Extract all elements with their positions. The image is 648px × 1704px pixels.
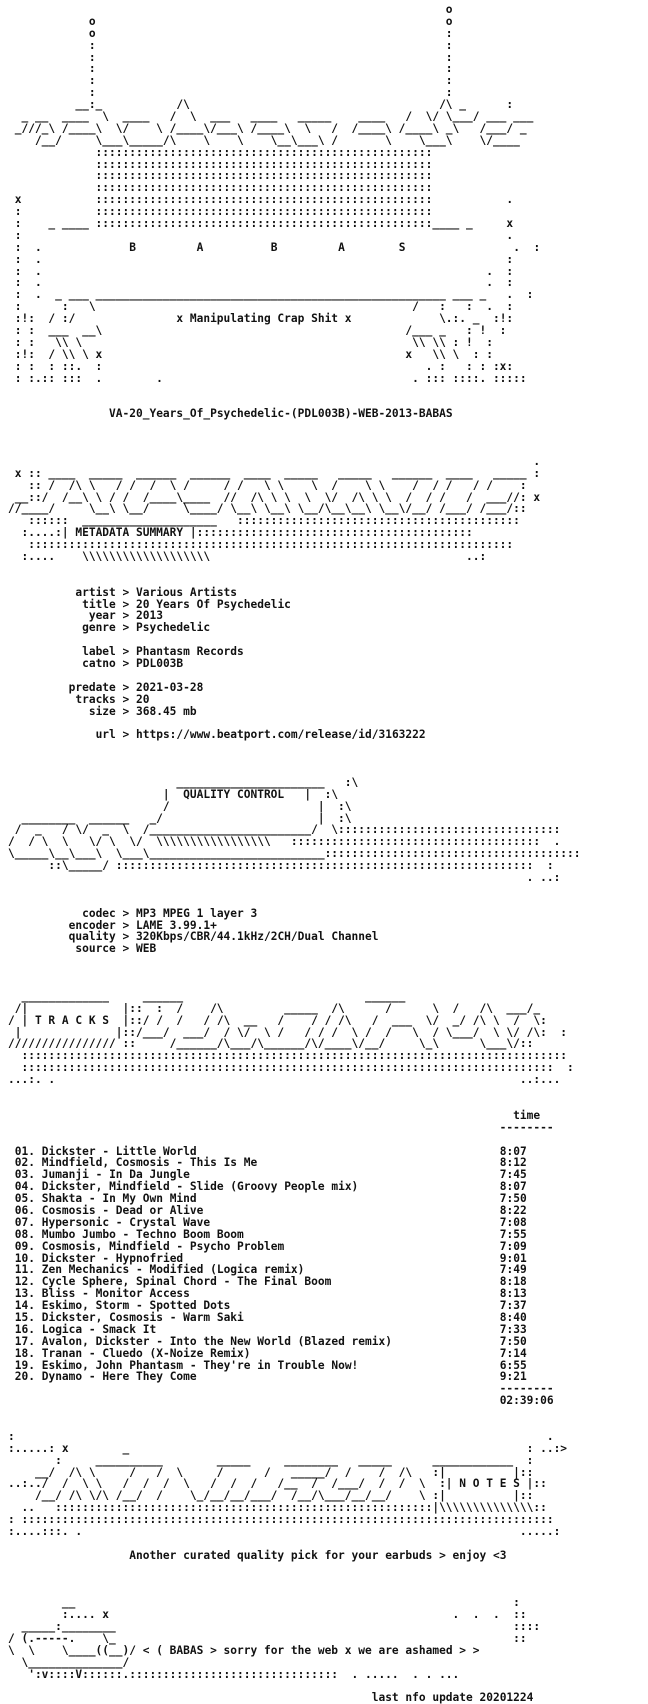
nfo-line: :.... \\\\\\\\\\\\\\\\\\\ ..: [8, 549, 487, 563]
nfo-line [8, 1395, 581, 1407]
kv-row: genre > Psychedelic [82, 621, 211, 635]
track-number: 17. [14, 1334, 35, 1348]
track-time: 9:21 [499, 1370, 527, 1384]
release-name: VA-20_Years_Of_Psychedelic-(PDL003B)-WEB-2013-BABAS [109, 407, 453, 421]
track-number: 01. [14, 1144, 35, 1158]
kv-row: catno > PDL003B [82, 656, 184, 670]
section-title-tracks: T R A C K S [34, 1013, 110, 1027]
kv-row: encoder > LAME 3.99.1+ [68, 918, 217, 932]
footer-message: < ( BABAS > sorry for the web x we are ashamed > > [142, 1643, 480, 1657]
nfo-line: _____:________ :::: [8, 1620, 541, 1634]
kv-value: 20 Years Of Psychedelic [136, 597, 291, 611]
nfo-line: :::::::::::::::::::::::::::::::::::::::::::::::::: [8, 157, 433, 171]
kv-key: predate [68, 680, 116, 694]
blank-line [8, 1562, 581, 1574]
nfo-line: ::::::::::::::::::::::::::::::::::::::::::::::::::::::::::::::::::::::::::::::::: [8, 1049, 568, 1063]
track-number: 16. [14, 1322, 35, 1336]
nfo-line: ..:../ / \ \ / / / \ / / / /__ / /___/ / / \ :| N O T E S |:: [8, 1477, 547, 1491]
blank-line [8, 1086, 581, 1098]
nfo-line: -------- [8, 1120, 554, 1134]
section-title-metadata: METADATA SUMMARY [75, 526, 184, 540]
nfo-line: .. ::::::::::::::::::::::::::::::::::::::::::::::::::::::::|\\\\\\\\\\\\\\:: [8, 1501, 547, 1515]
kv-key: tracks [75, 692, 116, 706]
notes-text: Another curated quality pick for your earbuds > enjoy <3 [129, 1548, 507, 1562]
nfo-line [8, 1110, 581, 1122]
kv-value: 20 [136, 692, 150, 706]
nfo-line: : : [8, 74, 453, 88]
section-title-notes: N O T E S [459, 1477, 520, 1491]
nfo-line: . ..: [8, 871, 561, 885]
track-time: 7:49 [499, 1263, 527, 1277]
track-time: 8:40 [499, 1310, 527, 1324]
track-number: 20. [14, 1370, 35, 1384]
kv-row: source > WEB [75, 942, 157, 956]
kv-value: 2021-03-28 [136, 680, 204, 694]
motto: x Manipulating Crap Shit x [176, 312, 352, 326]
track-time: 7:14 [499, 1346, 527, 1360]
track-name: Cycle Sphere, Spinal Chord - The Final Boom [41, 1275, 332, 1289]
track-name: Eskimo, Storm - Spotted Dots [41, 1299, 231, 1313]
track-name: Cosmosis, Mindfield - Psycho Problem [41, 1239, 285, 1253]
blank-line [8, 967, 581, 979]
track-number: 09. [14, 1239, 35, 1253]
blank-line [8, 753, 581, 765]
track-name: Logica - Smack It [41, 1322, 157, 1336]
nfo-line: ':v::::V::::::.::::::::::::::::::::::::::::::: . ..... . . ... [8, 1667, 460, 1681]
track-name: Bliss - Monitor Access [41, 1287, 190, 1301]
blank-line [8, 1574, 581, 1586]
nfo-line: : : [8, 50, 453, 64]
nfo-line: : : ___ __\ /___ _ : ! : [8, 324, 507, 338]
nfo-line: -------- [8, 1382, 554, 1396]
kv-row: label > Phantasm Records [82, 645, 244, 659]
track-time: 8:12 [499, 1156, 527, 1170]
track-time: 7:08 [499, 1215, 527, 1229]
track-name: Dynamo - Here They Come [41, 1370, 197, 1384]
nfo-line: ...:. . ..:... [8, 1073, 561, 1087]
header-letter: S [398, 240, 406, 254]
track-number: 07. [14, 1215, 35, 1229]
kv-row: year > 2013 [88, 609, 163, 623]
track-name: Cosmosis - Dead or Alive [41, 1203, 204, 1217]
blank-line [8, 432, 581, 444]
kv-value: LAME 3.99.1+ [136, 918, 217, 932]
blank-line [8, 420, 581, 432]
kv-value: WEB [136, 942, 157, 956]
section-title-quality: QUALITY CONTROL [183, 787, 285, 801]
nfo-line: o [8, 3, 453, 16]
kv-value: Various Artists [136, 585, 238, 599]
nfo-line: o : [8, 26, 453, 40]
nfo-line: / (.-----. \_ :: [8, 1632, 527, 1646]
nfo-line: :::::::::::::::::::::::::::::::::::::::::::::::::: [8, 145, 433, 159]
header-letter: A [338, 240, 345, 254]
nfo-line: : : \\ \ \\ \\ : ! : [8, 335, 493, 349]
nfo-line: __:_ /\ /\ _ : [8, 98, 514, 112]
nfo-line: x :: ____ _____ ______ ______ ____ _____ _____ ______ ____ _____ : [8, 466, 541, 480]
nfo-line: / | T R A C K S |::/ / / / /\ __ / / / /\ / ___ \/ _/ /\ \ / \: [8, 1013, 547, 1027]
kv-key: title [82, 597, 116, 611]
track-name: Hypersonic - Crystal Wave [41, 1215, 211, 1229]
nfo-line: \ \ \____((__)/ < ( BABAS > sorry for the web x we are ashamed > > [8, 1643, 480, 1657]
nfo-line: :::::::::::::::::::::::::::::::::::::::::::::::::: [8, 181, 433, 195]
track-name: Shakta - In My Own Mind [41, 1192, 197, 1206]
nfo-line: _____________ ______ ______ [8, 989, 406, 1003]
nfo-line: : _ ____ ::::::::::::::::::::::::::::::::::::::::::::::::::____ _ x [8, 217, 514, 231]
nfo-line: \______________/ [8, 1655, 130, 1669]
kv-value: Psychedelic [136, 621, 211, 635]
nfo-line: ________ ______ _/ | :\ [8, 811, 352, 825]
nfo-line: o o [8, 14, 453, 28]
track-name: Dickster - Hypnofried [41, 1251, 184, 1265]
nfo-line: :: / /\ \ / / / \ / / / \ \ \ / \ \ / / / / / : [8, 478, 527, 492]
nfo-line: __::/ /__\ \ / / /____\____ // /\ \ \ \ \/ /\ \ \ / / / / ___//: x [8, 490, 541, 504]
track-time: 8:18 [499, 1275, 527, 1289]
nfo-line: __ : [8, 1596, 520, 1610]
nfo-line: \_____\__\___\ \___\__________________________:::::::::::::::::::::::::::::::::::::: [8, 847, 581, 861]
nfo-line: | QUALITY CONTROL | :\ [8, 787, 339, 801]
nfo-line: : : \ / : : . : [8, 300, 514, 314]
nfo-line: :::::::::::::::::::::::::::::::::::::::::::::::::: [8, 169, 433, 183]
nfo-line: : :.:: ::: . . . ::: ::::. ::::: [8, 371, 527, 385]
kv-key: year [88, 609, 116, 623]
nfo-line: /__/ /\ \/\ /__/ / \_/__/__/___/ /__/\___/__/__/ \ :| |:: [8, 1489, 534, 1503]
blank-line [8, 741, 581, 753]
kv-value: 320Kbps/CBR/44.1kHz/2CH/Dual Channel [136, 930, 379, 944]
nfo-line: :.... x . . . :: [8, 1608, 527, 1622]
nfo-document [0, 4, 581, 1704]
track-time: 8:07 [499, 1144, 527, 1158]
nfo-line: _ __ ____ \ ____ / \ ___ ____ _____ ____ / \/ \___/ ___ ___ [8, 110, 534, 124]
track-name: Tranan - Cluedo (X-Noize Remix) [41, 1346, 251, 1360]
nfo-line: x :::::::::::::::::::::::::::::::::::::::::::::::::: . [8, 193, 514, 207]
nfo-line: . [8, 454, 541, 468]
nfo-line: : : [8, 62, 453, 76]
kv-key: source [75, 942, 116, 956]
last-update: last nfo update 20201224 [371, 1691, 534, 1704]
nfo-line: :.....: x _ : ..:> [8, 1441, 568, 1455]
kv-key: genre [82, 621, 116, 635]
track-time: 8:07 [499, 1180, 527, 1194]
nfo-line: : __________ _____ ________ _____ ____________ : [8, 1453, 534, 1467]
track-name: Dickster, Cosmosis - Warm Saki [41, 1310, 244, 1324]
track-time: 7:50 [499, 1192, 527, 1206]
track-time: 7:55 [499, 1227, 527, 1241]
track-time: 7:09 [499, 1239, 527, 1253]
track-name: Eskimo, John Phantasm - They're in Trouble Now! [41, 1358, 359, 1372]
nfo-line: ::\_____/ :::::::::::::::::::::::::::::::::::::::::::::::::::::::::::::: : [8, 859, 554, 873]
kv-value: Phantasm Records [136, 645, 244, 659]
tracks-time-header: time [513, 1108, 541, 1122]
track-time: 7:37 [499, 1299, 527, 1313]
kv-key: url [95, 728, 116, 742]
track-time: 8:13 [499, 1287, 527, 1301]
track-time: 7:50 [499, 1334, 527, 1348]
header-letter: A [196, 240, 204, 254]
nfo-line: : :::::::::::::::::::::::::::::::::::::::::::::::::: [8, 205, 433, 219]
blank-line [8, 385, 581, 397]
nfo-line: :!: / \\ \ x x \\ \ : : [8, 347, 493, 361]
kv-value: PDL003B [136, 656, 184, 670]
nfo-line: ::::::::::::::::::::::::::::::::::::::::::::::::::::::::::::::::::::::::::::::: : [8, 1061, 574, 1075]
nfo-line: //////////////// :: /______/\___/\______/\/____\/__/ \_\ \___\/:: [8, 1037, 534, 1051]
kv-value: MP3 MPEG 1 layer 3 [136, 906, 258, 920]
nfo-line: | |::/___/ ___/ / \/ \ / / / / \ / / \ / \___/ \ \/ /\: : [8, 1025, 568, 1039]
track-time: 6:55 [499, 1358, 527, 1372]
track-time: 8:22 [499, 1203, 527, 1217]
kv-row: size > 368.45 mb [88, 704, 197, 718]
nfo-line: :!: / :/ x Manipulating Crap Shit x \.:. _ :!: [8, 312, 514, 326]
track-name: Dickster - Little World [41, 1144, 197, 1158]
nfo-line: : . B A B A S . : [8, 240, 541, 254]
track-number: 14. [14, 1299, 35, 1313]
track-number: 18. [14, 1346, 35, 1360]
kv-key: codec [82, 906, 116, 920]
track-number: 10. [14, 1251, 35, 1265]
track-time: 9:01 [499, 1251, 527, 1265]
kv-row: codec > MP3 MPEG 1 layer 3 [82, 906, 258, 920]
nfo-line [8, 408, 581, 420]
track-name: Avalon, Dickster - Into the New World (Blazed remix) [41, 1334, 392, 1348]
track-number: 19. [14, 1358, 35, 1372]
kv-row: artist > Various Artists [75, 585, 238, 599]
track-number: 04. [14, 1180, 35, 1194]
nfo-line: / _ / \/ _ \ /________________________/ \::::::::::::::::::::::::::::::::: [8, 823, 561, 837]
kv-key: size [88, 704, 116, 718]
nfo-line: : . [8, 1429, 554, 1443]
nfo-line: _///_\ /____\ \/ \ /____\/___\ /____\ \ / /____\ /____\ _\ /___/ _ [8, 121, 527, 135]
blank-line [8, 884, 581, 896]
kv-value: 2013 [136, 609, 163, 623]
nfo-line: : ::::::::::::::::::::::::::::::::::::::::::::::::::::::::::::::::::::::::::::::: [8, 1513, 554, 1527]
track-number: 03. [14, 1168, 35, 1182]
nfo-line: :....:::. . .....: [8, 1525, 561, 1538]
kv-value: 368.45 mb [136, 704, 197, 718]
nfo-line: : : [8, 86, 453, 100]
header-letter: B [270, 240, 278, 254]
track-number: 08. [14, 1227, 35, 1241]
nfo-line: : . [8, 228, 514, 242]
nfo-line [8, 1550, 581, 1562]
kv-key: quality [68, 930, 116, 944]
kv-row: predate > 2021-03-28 [68, 680, 204, 694]
track-number: 05. [14, 1192, 35, 1206]
nfo-line: ______________________ :\ [8, 775, 359, 789]
track-number: 15. [14, 1310, 35, 1324]
kv-key: artist [75, 585, 116, 599]
nfo-line: /__/ \___\_____/\ \ \ \__\___\ / \ \___\ \/____ [8, 133, 520, 147]
nfo-line: : . : [8, 252, 514, 266]
nfo-line: : . _ ___ ____________________________________________________ ___ _ . : [8, 288, 534, 302]
kv-key: catno [82, 656, 116, 670]
track-time: 7:45 [499, 1168, 527, 1182]
nfo-line: :....:| METADATA SUMMARY |::::::::::::::::::::::::::::::::::::::::: [8, 526, 473, 540]
kv-key: label [82, 645, 116, 659]
kv-value[interactable]: https://www.beatport.com/release/id/3163222 [136, 728, 426, 742]
kv-row: tracks > 20 [75, 692, 150, 706]
kv-row: quality > 320Kbps/CBR/44.1kHz/2CH/Dual Channel [68, 930, 379, 944]
track-time: 7:33 [499, 1322, 527, 1336]
kv-row: url > https://www.beatport.com/release/id/3163222 [95, 728, 426, 742]
track-name: Mumbo Jumbo - Techno Boom Boom [41, 1227, 244, 1241]
nfo-line: / / \ \ \/ \ \/ \\\\\\\\\\\\\\\\\ ::::::::::::::::::::::::::::::::::::: . [8, 835, 561, 849]
nfo-line: / | :\ [8, 799, 352, 813]
nfo-line: /| |:: : / /\ _____ /\ / \ / /\ ___/_ [8, 1001, 541, 1015]
track-name: Zen Mechanics - Modified (Logica remix) [41, 1263, 305, 1277]
track-name: Mindfield, Cosmosis - This Is Me [41, 1156, 258, 1170]
nfo-line: :::::::::::::::::::::::::::::::::::::::::::::::::::::::::::::::::::::::: [8, 538, 514, 552]
nfo-line [8, 1692, 581, 1704]
nfo-line: : . . : [8, 264, 514, 278]
track-number: 02. [14, 1156, 35, 1170]
nfo-line: : . . : [8, 276, 514, 290]
kv-row: title > 20 Years Of Psychedelic [82, 597, 291, 611]
nfo-line: : : : ::. : . : : : :x: [8, 359, 514, 373]
nfo-line: : : [8, 38, 453, 52]
nfo-line: :::::: ____________________ :::::::::::::::::::::::::::::::::::::::::: [8, 514, 520, 528]
track-name: Dickster, Mindfield - Slide (Groovy People mix) [41, 1180, 359, 1194]
track-number: 13. [14, 1287, 35, 1301]
tracks-total: 02:39:06 [499, 1394, 554, 1408]
track-name: Jumanji - In Da Jungle [41, 1168, 190, 1182]
blank-line [8, 563, 581, 575]
header-letter: B [129, 240, 136, 254]
track-number: 11. [14, 1263, 35, 1277]
track-number: 12. [14, 1275, 35, 1289]
blank-line [8, 955, 581, 967]
kv-key: encoder [68, 918, 116, 932]
nfo-line: __/ /\ \ / / \ / / _____/ / / /\ :| |:: [8, 1465, 534, 1479]
nfo-line: //____/ \__\ \__/ \____/ \__\ \__\ \__/\__\__\ \__\/__/ /___/ /___/:: [8, 502, 527, 516]
blank-line [8, 1407, 581, 1419]
track-number: 06. [14, 1203, 35, 1217]
